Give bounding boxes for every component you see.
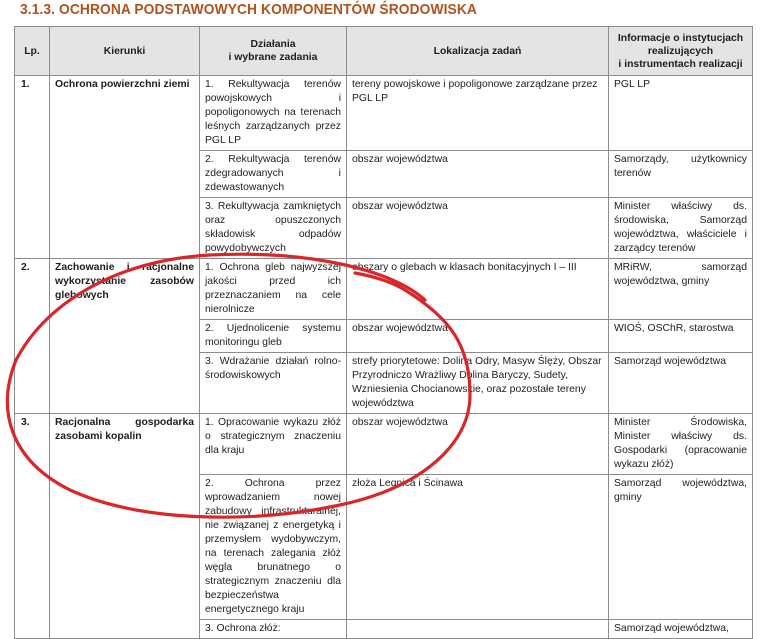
header-actions-line: i wybrane zadania (228, 52, 318, 63)
direction-cell: Zachowanie i racjonalne wykorzystanie zasobów glebowych (50, 259, 200, 414)
action-cell: 1. Rekultywacja terenów powojskowych i popoligonowych na terenach leśnych zarządzanych przez PGL LP (200, 76, 347, 151)
header-actions (200, 27, 347, 76)
institutions-cell: Minister właściwy ds. środowiska, Samorząd województwa, właściciele i zarządcy terenów (609, 198, 753, 259)
header-institutions-line: Informacje o instytucjach (617, 32, 744, 44)
location-cell: złoża Legnica i Ścinawa (347, 475, 609, 620)
header-lp: Lp. (15, 27, 50, 76)
action-cell: 2. Ochrona przez wprowadzaniem nowej zabudowy infrastrukturalnej, nie związanej z energetyką i przemysłem wydobywczym, na terenach zalegania złóż węgla brunatnego o strategicznym znaczeniu dla bezpieczeństwa energetycznego kraju (200, 475, 347, 620)
location-cell: tereny powojskowe i popoligonowe zarządzane przez PGL LP (347, 76, 609, 151)
row-number: 3. (15, 414, 50, 639)
environment-table (14, 26, 753, 639)
table-row (15, 414, 753, 475)
location-cell: obszar województwa (347, 320, 609, 353)
row-number: 2. (15, 259, 50, 414)
institutions-cell: Minister Środowiska, Minister właściwy ds. Gospodarki (opracowanie wykazu złóż) (609, 414, 753, 475)
location-cell: obszary o glebach w klasach bonitacyjnych I – III (347, 259, 609, 320)
location-cell (347, 620, 609, 639)
action-cell: 2. Ujednolicenie systemu monitoringu gleb (200, 320, 347, 353)
location-cell: obszar województwa (347, 198, 609, 259)
direction-cell: Racjonalna gospodarka zasobami kopalin (50, 414, 200, 639)
institutions-cell: WIOŚ, OSChR, starostwa (609, 320, 753, 353)
institutions-cell: Samorządy, użytkownicy terenów (609, 151, 753, 198)
action-cell: 3. Wdrażanie działań rolno-środowiskowych (200, 353, 347, 414)
header-location: Lokalizacja zadań (347, 27, 609, 76)
institutions-cell: Samorząd województwa, gminy (609, 475, 753, 620)
institutions-cell: Samorząd województwa, (609, 620, 753, 639)
header-institutions-line: realizujących (647, 45, 714, 57)
institutions-cell: MRiRW, samorząd województwa, gminy (609, 259, 753, 320)
action-cell: 3. Rekultywacja zamkniętych oraz opuszczonych składowisk odpadów powydobywczych (200, 198, 347, 259)
direction-cell: Ochrona powierzchni ziemi (50, 76, 200, 259)
header-institutions (609, 27, 753, 76)
header-row (15, 27, 753, 76)
location-cell: strefy priorytetowe: Dolina Odry, Masyw Ślęży, Obszar Przyrodniczo Wrażliwy Dolina Baryczy, Sudety, Wzniesienia Chocianowskie, oraz pozostałe tereny województwa (347, 353, 609, 414)
location-cell: obszar województwa (347, 414, 609, 475)
header-direction: Kierunki (50, 27, 200, 76)
section-title: 3.1.3. OCHRONA PODSTAWOWYCH KOMPONENTÓW ŚRODOWISKA (20, 1, 477, 18)
header-actions-line: Działania (250, 39, 296, 50)
action-cell: 2. Rekultywacja terenów zdegradowanych i zdewastowanych (200, 151, 347, 198)
institutions-cell: PGL LP (609, 76, 753, 151)
table-row (15, 76, 753, 151)
action-cell: 1. Ochrona gleb najwyższej jakości przed ich przeznaczaniem na cele nierolnicze (200, 259, 347, 320)
row-number: 1. (15, 76, 50, 259)
table-row (15, 259, 753, 320)
location-cell: obszar województwa (347, 151, 609, 198)
action-cell: 3. Ochrona złóż: (200, 620, 347, 639)
action-cell: 1. Opracowanie wykazu złóż o strategicznym znaczeniu dla kraju (200, 414, 347, 475)
header-institutions-line: i instrumentach realizacji (618, 58, 743, 70)
institutions-cell: Samorząd województwa (609, 353, 753, 414)
